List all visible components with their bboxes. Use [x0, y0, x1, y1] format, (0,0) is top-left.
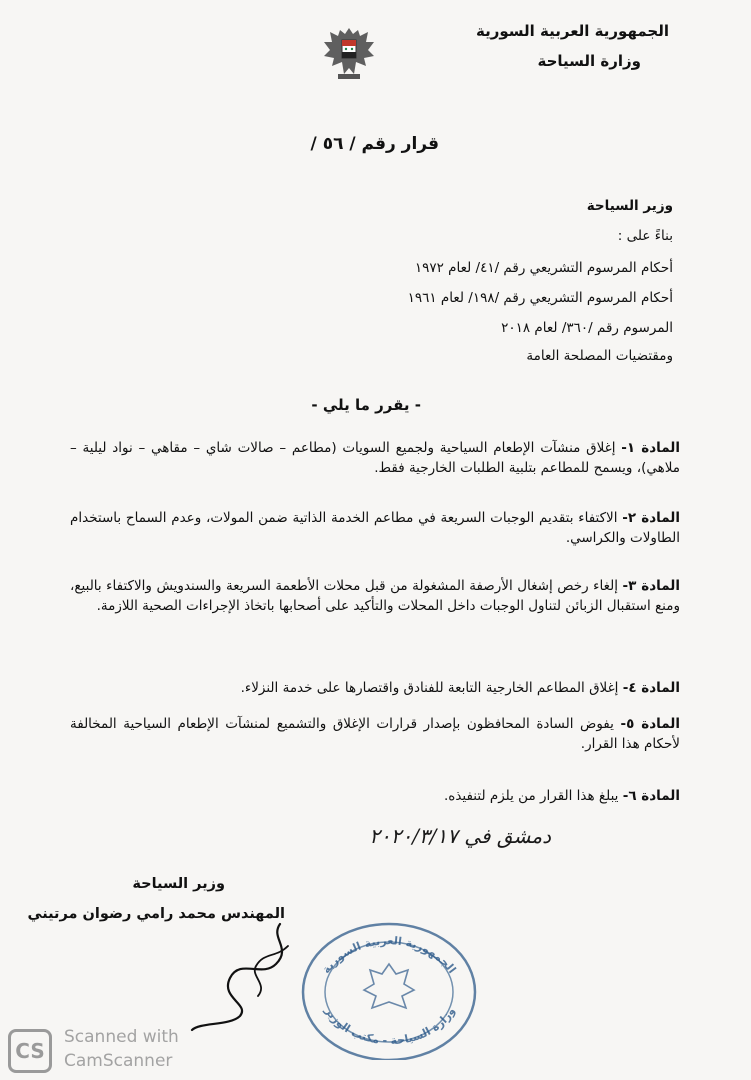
article-2: [70, 508, 680, 548]
reference-4: ومقتضيات المصلحة العامة: [526, 348, 673, 364]
handwritten-date: دمشق في ٢٠٢٠/٣/١٧: [369, 824, 551, 848]
article-6-text: يبلغ هذا القرار من يلزم لتنفيذه.: [443, 788, 619, 804]
article-4-text: إغلاق المطاعم الخارجية التابعة للفنادق واقتصارها على خدمة النزلاء.: [240, 680, 619, 696]
stamp-top-text: الجمهورية العربية السورية: [319, 934, 459, 976]
reference-1: أحكام المرسوم التشريعي رقم /٤١/ لعام ١٩٧٢: [414, 260, 673, 276]
article-3: [70, 576, 680, 616]
signature-name: المهندس محمد رامي رضوان مرتيني: [27, 906, 285, 922]
stamp-bottom-text: وزارة السياحة - مكتب الوزير: [322, 1005, 458, 1048]
article-6: [70, 786, 680, 806]
article-1-head: المادة ١-: [621, 440, 680, 456]
article-2-head: المادة ٢-: [622, 510, 680, 526]
svg-text:الجمهورية العربية السورية: [320, 934, 459, 976]
reference-2: أحكام المرسوم التشريعي رقم /١٩٨/ لعام ١٩٦١: [407, 290, 673, 306]
article-1: [70, 438, 680, 478]
intro-text: بناءً على :: [617, 228, 673, 244]
camscanner-logo-icon: CS: [8, 1029, 52, 1073]
article-5-head: المادة ٥-: [620, 716, 680, 732]
article-3-text: إلغاء رخص إشغال الأرصفة المشغولة من قبل محلات الأطعمة السريعة والسندويش والاكتفاء بالبيع، ومنع استقبال الزبائن لتناول الوجبات داخل المحلات والتأكيد على أصحابها باتخاذ الإجراءات الصحية اللازمة.: [70, 578, 680, 614]
decides-heading: - يقرر ما يلي -: [311, 396, 421, 414]
article-5-text: يفوض السادة المحافظون بإصدار قرارات الإغلاق والتشميع لمنشآت الإطعام السياحية المخالفة لأحكام هذا القرار.: [70, 716, 680, 752]
decision-title: قرار رقم / ٥٦ /: [310, 134, 439, 154]
signature-title: وزير السياحة: [132, 876, 225, 892]
article-3-head: المادة ٣-: [622, 578, 680, 594]
country-name: الجمهورية العربية السورية: [476, 22, 669, 40]
ministry-name: وزارة السياحة: [537, 52, 641, 70]
watermark-line-1: Scanned with: [64, 1027, 179, 1047]
watermark-line-2: CamScanner: [64, 1051, 173, 1071]
issuer-title: وزير السياحة: [586, 198, 673, 214]
article-1-text: إغلاق منشآت الإطعام السياحية ولجميع السويات (مطاعم – صالات شاي – مقاهي – نواد ليلية – ملاهي)، ويسمح للمطاعم بتلبية الطلبات الخارجية فقط.: [70, 440, 680, 476]
reference-3: المرسوم رقم /٣٦٠/ لعام ٢٠١٨: [501, 320, 673, 336]
article-4-head: المادة ٤-: [622, 680, 680, 696]
article-6-head: المادة ٦-: [622, 788, 680, 804]
article-5: [70, 714, 680, 754]
svg-text:وزارة السياحة - مكتب الوزير: [322, 1004, 458, 1047]
article-2-text: الاكتفاء بتقديم الوجبات السريعة في مطاعم الخدمة الذاتية ضمن المولات، وعدم السماح باستخدام الطاولات والكراسي.: [70, 510, 680, 546]
official-stamp: [296, 912, 482, 1060]
article-4: [70, 678, 680, 698]
camscanner-watermark: [8, 1027, 218, 1077]
eagle-emblem-icon: [318, 22, 380, 84]
